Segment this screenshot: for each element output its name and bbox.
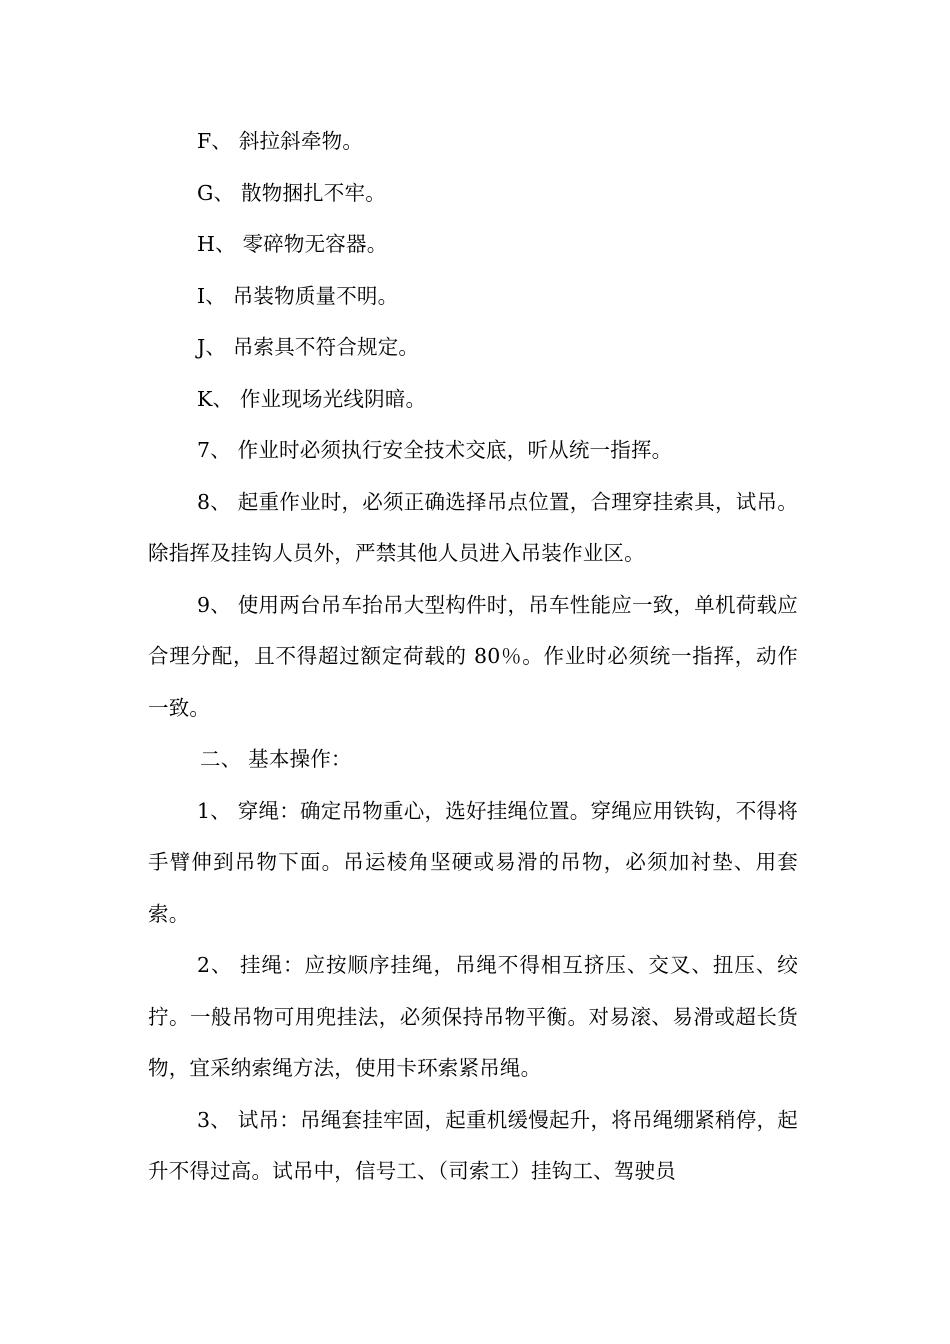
section-heading-basic-operations: 二、 基本操作： bbox=[200, 747, 352, 771]
list-item-f: F、 斜拉斜牵物。 bbox=[197, 129, 364, 153]
list-item-k: K、 作业现场光线阴暗。 bbox=[197, 386, 427, 411]
list-item-g: G、 散物捆扎不牢。 bbox=[197, 180, 386, 205]
rule-8: 8、 起重作业时，必须正确选择吊点位置，合理穿挂索具，试吊。除指挥及挂钩人员外，严禁其他人员进入吊装作业区。 bbox=[148, 489, 798, 565]
rule-9: 9、 使用两台吊车抬吊大型构件时，吊车性能应一致，单机荷载应合理分配，且不得超过额定荷载的 80％。作业时必须统一指挥，动作一致。 bbox=[148, 592, 798, 720]
operation-1-threading: 1、 穿绳：确定吊物重心，选好挂绳位置。穿绳应用铁钩，不得将手臂伸到吊物下面。吊运棱角坚硬或易滑的吊物，必须加衬垫、用套索。 bbox=[148, 798, 798, 926]
list-item-i: I、 吊装物质量不明。 bbox=[197, 283, 399, 308]
list-item-j: J、 吊索具不符合规定。 bbox=[197, 335, 420, 359]
document-body bbox=[148, 116, 798, 1198]
list-item-h: H、 零碎物无容器。 bbox=[197, 232, 388, 256]
operation-2-hanging: 2、 挂绳：应按顺序挂绳，吊绳不得相互挤压、交叉、扭压、绞拧。一般吊物可用兜挂法，必须保持吊物平衡。对易滚、易滑或超长货物，宜采纳索绳方法，使用卡环索紧吊绳。 bbox=[148, 953, 798, 1080]
rule-7: 7、 作业时必须执行安全技术交底，听从统一指挥。 bbox=[197, 438, 673, 462]
operation-3-trial-lift: 3、 试吊：吊绳套挂牢固，起重机缓慢起升，将吊绳绷紧稍停，起升不得过高。试吊中，信号工、（司索工）挂钩工、驾驶员 bbox=[148, 1107, 798, 1183]
